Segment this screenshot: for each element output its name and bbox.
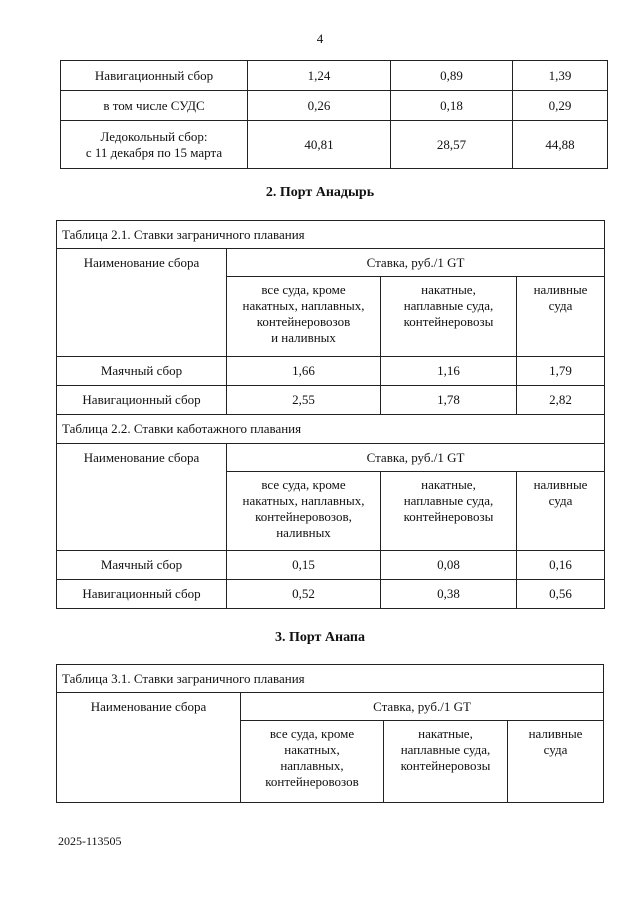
column-header: наливные суда [517,472,605,551]
column-header: наливные суда [508,721,604,803]
column-header: накатные, наплавные суда, контейнеровозы [384,721,508,803]
document-number: 2025-113505 [58,834,122,848]
table-row [61,91,608,121]
rate-value: 1,24 [248,61,391,91]
rate-value: 0,89 [391,61,513,91]
rate-value: 1,16 [381,357,517,386]
rate-value: 2,82 [517,386,605,415]
column-header: все суда, кроме накатных, наплавных, контейнеровозов и наливных [227,277,381,357]
rate-value: 1,79 [517,357,605,386]
fee-name-header: Наименование сбора [57,249,227,357]
rate-value: 2,55 [227,386,381,415]
table-row [57,551,605,580]
table-caption-row [57,665,604,693]
rates-table-anapa [56,664,604,803]
table-caption: Таблица 3.1. Ставки заграничного плавания [57,665,604,693]
rate-value: 44,88 [513,121,608,169]
table-caption-row [57,221,605,249]
rate-value: 1,78 [381,386,517,415]
fee-name-header: Наименование сбора [57,444,227,551]
column-header: наливные суда [517,277,605,357]
column-header: все суда, кроме накатных, наплавных, контейнеровозов [241,721,384,803]
rate-value: 0,29 [513,91,608,121]
rate-value: 40,81 [248,121,391,169]
table-row [57,386,605,415]
section-heading: 3. Порт Анапа [275,630,365,645]
column-header: все суда, кроме накатных, наплавных, контейнеровозов, наливных [227,472,381,551]
column-header: накатные, наплавные суда, контейнеровозы [381,472,517,551]
table-row [57,580,605,609]
table-row [61,61,608,91]
table-header-row [57,249,605,277]
rate-header: Ставка, руб./1 GT [227,444,605,472]
column-header: накатные, наплавные суда, контейнеровозы [381,277,517,357]
fee-name: Навигационный сбор [57,580,227,609]
table-caption-row [57,415,605,444]
rate-value: 0,16 [517,551,605,580]
fee-name: Маячный сбор [57,357,227,386]
table-caption: Таблица 2.2. Ставки каботажного плавания [57,415,605,444]
fee-name: Маячный сбор [57,551,227,580]
fee-name: Навигационный сбор [61,61,248,91]
table-header-row [57,444,605,472]
fee-name: Навигационный сбор [57,386,227,415]
rates-table-anadyr [56,220,605,609]
rate-value: 0,08 [381,551,517,580]
rate-value: 28,57 [391,121,513,169]
rate-value: 0,26 [248,91,391,121]
table-header-row [57,693,604,721]
page-number: 4 [316,31,324,46]
rate-value: 0,52 [227,580,381,609]
rate-header: Ставка, руб./1 GT [241,693,604,721]
rate-value: 1,39 [513,61,608,91]
fee-name: Ледокольный сбор: с 11 декабря по 15 марта [61,121,248,169]
fee-name-header: Наименование сбора [57,693,241,803]
rate-value: 1,66 [227,357,381,386]
section-heading: 2. Порт Анадырь [265,185,375,200]
continuation-table [60,60,608,169]
table-row [61,121,608,169]
rate-value: 0,56 [517,580,605,609]
rate-value: 0,38 [381,580,517,609]
rate-header: Ставка, руб./1 GT [227,249,605,277]
rate-value: 0,18 [391,91,513,121]
fee-name: в том числе СУДС [61,91,248,121]
rate-value: 0,15 [227,551,381,580]
table-row [57,357,605,386]
table-caption: Таблица 2.1. Ставки заграничного плавания [57,221,605,249]
